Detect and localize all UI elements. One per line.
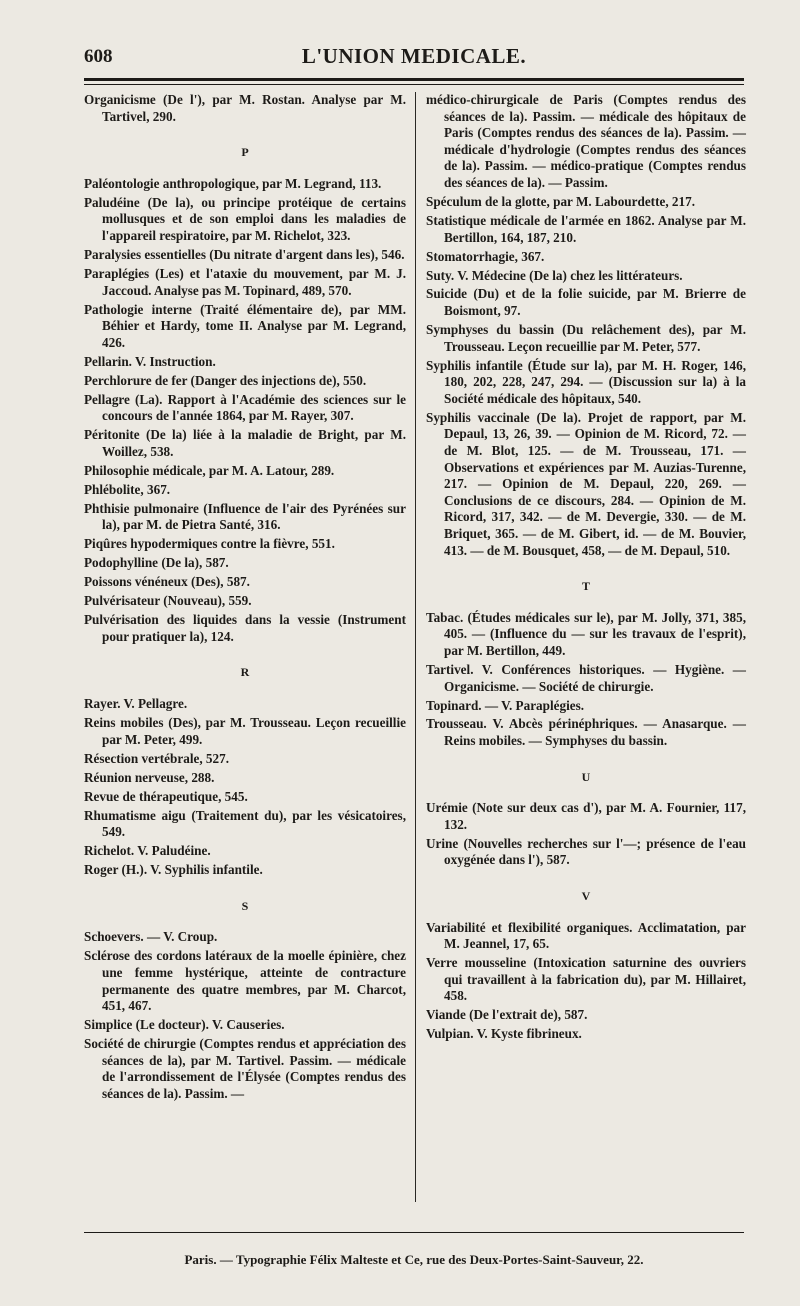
page-header: [84, 40, 744, 80]
index-entry: Syphilis infantile (Étude sur la), par M. H. Roger, 146, 180, 202, 228, 247, 294. — (Discussion sur la) à la Société médicale des hôpitaux, 540.: [426, 357, 746, 406]
index-entry: Philosophie médicale, par M. A. Latour, 289.: [84, 462, 335, 478]
index-entry: Suicide (Du) et de la folie suicide, par M. Brierre de Boismont, 97.: [426, 286, 746, 319]
page-number: 608: [84, 46, 113, 67]
index-entry: Statistique médicale de l'armée en 1862. Analyse par M. Bertillon, 164, 187, 210.: [426, 212, 746, 245]
index-entry: Tabac. (Études médicales sur le), par M. Jolly, 371, 385, 405. — (Influence du — sur les travaux de l'esprit), par M. Bertillon, 449.: [426, 609, 746, 658]
index-entry: Trousseau. V. Abcès périnéphriques. — Anasarque. — Reins mobiles. — Symphyses du bassin.: [426, 716, 746, 749]
index-entry: Paralysies essentielles (Du nitrate d'argent dans les), 546.: [84, 246, 405, 262]
section-letter: P: [241, 145, 249, 160]
index-entry: Urémie (Note sur deux cas d'), par M. A. Fournier, 117, 132.: [426, 800, 746, 832]
index-entry: Sclérose des cordons latéraux de la moelle épinière, chez une femme hystérique, atteinte de contracture permanente des quatre membres, par M. Charcot, 451, 467.: [84, 948, 406, 1014]
index-entry: Viande (De l'extrait de), 587.: [426, 1007, 588, 1023]
index-entry: Paludéine (De la), ou principe protéique de certains mollusques et de son emploi dans les maladies de l'appareil respiratoire, par M. Richelot, 323.: [84, 194, 406, 243]
footer-rule: [84, 1232, 744, 1233]
left-column: [84, 92, 406, 1105]
header-rule-thin: [84, 84, 744, 85]
index-entry: Pulvérisateur (Nouveau), 559.: [84, 593, 252, 609]
index-entry: Paléontologie anthropologique, par M. Legrand, 113.: [84, 175, 382, 191]
index-entry: Stomatorrhagie, 367.: [426, 248, 545, 264]
right-column: [426, 92, 746, 1045]
index-entry: Société de chirurgie (Comptes rendus et appréciation des séances de la), par M. Tartivel. Passim. — médicale de l'arrondissement de l'Élysée (Comptes rendus des séances de la). Passim. —: [84, 1036, 406, 1101]
index-entry: Roger (H.). V. Syphilis infantile.: [84, 862, 263, 878]
index-entry: Variabilité et flexibilité organiques. Acclimatation, par M. Jeannel, 17, 65.: [426, 919, 746, 952]
index-entry: Résection vertébrale, 527.: [84, 750, 230, 766]
section-letter: R: [240, 665, 250, 680]
index-entry: Organicisme (De l'), par M. Rostan. Analyse par M. Tartivel, 290.: [84, 92, 406, 124]
index-entry: Paraplégies (Les) et l'ataxie du mouvement, par M. J. Jaccoud. Analyse pas M. Topinard, 489, 570.: [84, 265, 406, 298]
index-entry: Syphilis vaccinale (De la). Projet de rapport, par M. Depaul, 13, 26, 39. — Opinion de M. Ricord, 72. — de M. Blot, 125. — de M. Trousseau, 171. — Observations et expériences par M. Auzias-Turenne, 217. — Opinion de M. Depaul, 220, 269. — Conclusions de ce discours, 284. — Opinion de M. Ricord, 317, 342. — de M. Devergie, 330. — de M. Briquet, 365. — de M. Gibert, id. — de M. Bouvier, 413. — de M. Bousquet, 458, — de M. Depaul, 510.: [426, 409, 746, 558]
index-entry: Rayer. V. Pellagre.: [84, 696, 188, 712]
index-entry: Urine (Nouvelles recherches sur l'—; présence de l'eau oxygénée dans l'), 587.: [426, 835, 746, 868]
section-letter: S: [241, 898, 249, 913]
index-entry: Schoevers. — V. Croup.: [84, 929, 218, 945]
index-entry: Vulpian. V. Kyste fibrineux.: [426, 1026, 582, 1042]
index-entry: Symphyses du bassin (Du relâchement des), par M. Trousseau. Leçon recueillie par M. Peter, 577.: [426, 322, 746, 354]
index-entry: Perchlorure de fer (Danger des injections de), 550.: [84, 372, 367, 388]
index-entry: Péritonite (De la) liée à la maladie de Bright, par M. Woillez, 538.: [84, 427, 406, 459]
section-letter: U: [581, 769, 591, 784]
index-entry: Podophylline (De la), 587.: [84, 555, 229, 571]
index-entry: Richelot. V. Paludéine.: [84, 843, 211, 859]
index-entry: Phthisie pulmonaire (Influence de l'air des Pyrénées sur la), par M. de Pietra Santé, 316.: [84, 500, 406, 533]
index-entry: Réunion nerveuse, 288.: [84, 769, 215, 785]
printer-imprint: Paris. — Typographie Félix Malteste et Ce, rue des Deux-Portes-Saint-Sauveur, 22.: [184, 1252, 644, 1267]
index-entry: Revue de thérapeutique, 545.: [84, 788, 248, 804]
section-letter: T: [581, 579, 590, 594]
header-rule-thick: [84, 78, 744, 81]
index-entry: Tartivel. V. Conférences historiques. — Hygiène. — Organicisme. — Société de chirurgie.: [426, 661, 746, 694]
index-entry: Rhumatisme aigu (Traitement du), par les vésicatoires, 549.: [84, 807, 406, 840]
section-letter: V: [581, 889, 591, 904]
column-separator: [415, 92, 416, 1202]
index-entry: Reins mobiles (Des), par M. Trousseau. Leçon recueillie par M. Peter, 499.: [84, 715, 406, 747]
index-entry: Pathologie interne (Traité élémentaire de), par MM. Béhier et Hardy, tome II. Analyse par M. Legrand, 426.: [84, 301, 406, 350]
index-entry: Suty. V. Médecine (De la) chez les littérateurs.: [426, 267, 683, 283]
index-entry: Verre mousseline (Intoxication saturnine des ouvriers qui travaillent à la fabrication du), par M. Hillairet, 458.: [426, 955, 746, 1004]
index-entry: Simplice (Le docteur). V. Causeries.: [84, 1017, 285, 1033]
index-entry: Phlébolite, 367.: [84, 481, 171, 497]
index-entry: Poissons vénéneux (Des), 587.: [84, 574, 250, 590]
index-entry: Pulvérisation des liquides dans la vessie (Instrument pour pratiquer la), 124.: [84, 612, 406, 644]
index-entry: médico-chirurgicale de Paris (Comptes rendus des séances de la). Passim. — médicale des hôpitaux de Paris (Comptes rendus des séances de la). Passim. — médicale d'hydrologie (Comptes rendus des séances de la). Passim. — médico-pratique (Comptes rendus des séances de la). — Passim.: [426, 92, 746, 190]
index-entry: Pellarin. V. Instruction.: [84, 353, 216, 369]
running-head: L'UNION MEDICALE.: [301, 44, 527, 68]
index-entry: Spéculum de la glotte, par M. Labourdette, 217.: [426, 193, 695, 209]
index-entry: Piqûres hypodermiques contre la fièvre, 551.: [84, 536, 335, 552]
index-entry: Topinard. — V. Paraplégies.: [426, 697, 585, 713]
index-entry: Pellagre (La). Rapport à l'Académie des sciences sur le concours de l'année 1864, par M. Rayer, 307.: [84, 391, 406, 424]
